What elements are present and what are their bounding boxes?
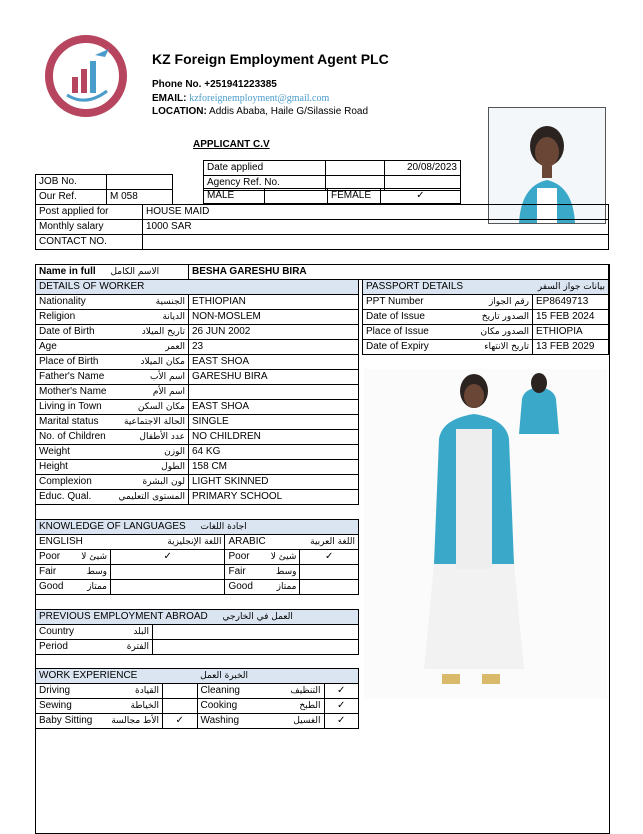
passport-title-en: PASSPORT DETAILS — [366, 281, 464, 292]
row-label: Driving — [39, 685, 71, 696]
english-level-check — [111, 580, 225, 595]
table-row — [36, 684, 359, 699]
row-label-ar: لون البشرة — [142, 477, 185, 487]
name-label: Name in full — [39, 266, 96, 277]
row-label: Cooking — [200, 700, 238, 711]
company-name: KZ Foreign Employment Agent PLC — [152, 51, 389, 67]
table-row — [36, 460, 359, 475]
skill-check: ✓ — [324, 714, 359, 729]
row-value: SINGLE — [189, 415, 359, 430]
skill-check: ✓ — [324, 699, 359, 714]
arabic-header — [225, 535, 359, 550]
row-label: Date of Issue — [366, 311, 425, 322]
phone-label: Phone No. — [152, 79, 202, 90]
passport-title — [363, 280, 609, 295]
table-row — [36, 355, 359, 370]
row-value: EP8649713 — [533, 295, 609, 310]
row-label-cell — [36, 460, 189, 475]
row-label-cell — [36, 295, 189, 310]
row-label: Good — [39, 581, 64, 592]
row-label-cell — [36, 625, 153, 640]
english-header — [36, 535, 225, 550]
row-label-ar: ممتاز — [276, 582, 297, 592]
row-label: Father's Name — [39, 371, 105, 382]
row-label-ar: وسط — [86, 567, 107, 577]
row-label: Place of Issue — [366, 326, 429, 337]
salary-label: Monthly salary — [36, 220, 143, 235]
table-row — [36, 430, 359, 445]
row-label: Date of Birth — [39, 326, 95, 337]
row-label: Living in Town — [39, 401, 102, 412]
row-label-ar: الغسيل — [293, 716, 321, 726]
row-label-cell — [36, 415, 189, 430]
row-label-ar: التنظيف — [290, 686, 321, 696]
table-row — [36, 475, 359, 490]
table-row — [36, 295, 359, 310]
row-value — [189, 385, 359, 400]
row-label: Fair — [39, 566, 57, 577]
languages-title-en: KNOWLEDGE OF LANGUAGES — [39, 521, 186, 532]
row-label-ar: الفترة — [126, 642, 149, 652]
table-row — [36, 340, 359, 355]
row-label: Period — [39, 641, 68, 652]
row-label-cell — [36, 490, 189, 505]
female-label: FEMALE — [328, 189, 381, 204]
location-label: LOCATION: — [152, 106, 207, 117]
male-check — [265, 189, 328, 204]
name-table — [35, 264, 609, 280]
row-label-ar: الأط مجالسة — [111, 716, 159, 726]
table-row — [36, 310, 359, 325]
row-label: Sewing — [39, 700, 72, 711]
row-label-cell — [363, 295, 533, 310]
table-row — [36, 565, 359, 580]
row-label-cell — [197, 714, 324, 729]
arabic-level-check — [300, 565, 359, 580]
salary-value: 1000 SAR — [143, 220, 609, 235]
row-label-cell — [36, 714, 163, 729]
row-value: EAST SHOA — [189, 400, 359, 415]
row-label: Educ. Qual. — [39, 491, 92, 502]
row-label: Weight — [39, 446, 70, 457]
table-row — [363, 310, 609, 325]
row-label-cell — [363, 325, 533, 340]
row-label-ar: المستوى التعليمي — [118, 492, 185, 502]
row-label-ar: مكان الميلاد — [140, 357, 185, 367]
applicant-full-body-photo — [364, 369, 607, 699]
table-row — [36, 640, 359, 655]
date-agency-table — [203, 160, 461, 191]
row-label: Baby Sitting — [39, 715, 93, 726]
company-phone — [152, 79, 277, 90]
row-value: LIGHT SKINNED — [189, 475, 359, 490]
row-label: Place of Birth — [39, 356, 99, 367]
row-label-cell — [36, 699, 163, 714]
row-label-ar: رقم الجواز — [488, 297, 529, 307]
gender-table — [203, 188, 461, 204]
row-label-cell — [36, 355, 189, 370]
company-logo — [45, 35, 127, 117]
row-label-cell — [36, 430, 189, 445]
row-label: Country — [39, 626, 75, 637]
row-label-ar: مكان السكن — [137, 402, 185, 412]
row-label-cell — [197, 684, 324, 699]
row-label-ar: شيئ لا — [81, 552, 107, 562]
row-value — [153, 625, 359, 640]
row-value: ETHIOPIAN — [189, 295, 359, 310]
name-label-ar: الاسم الكامل — [110, 267, 160, 277]
row-label-cell — [36, 580, 111, 595]
row-label: Complexion — [39, 476, 92, 487]
table-row — [36, 400, 359, 415]
arabic-level-check — [300, 580, 359, 595]
row-label-ar: اسم الأب — [150, 372, 185, 382]
row-label-cell — [36, 445, 189, 460]
row-label-cell — [36, 550, 111, 565]
row-value: 64 KG — [189, 445, 359, 460]
row-label: Good — [228, 581, 253, 592]
doc-title: APPLICANT C.V — [193, 139, 270, 150]
row-label-ar: الديانة — [162, 312, 185, 322]
english-label: ENGLISH — [39, 536, 83, 547]
row-label: Cleaning — [200, 685, 240, 696]
row-label: Date of Expiry — [366, 341, 429, 352]
table-row — [36, 550, 359, 565]
table-row — [36, 580, 359, 595]
phone-value: +251941223385 — [204, 79, 277, 90]
row-label: Height — [39, 461, 68, 472]
table-row — [36, 714, 359, 729]
table-row — [363, 325, 609, 340]
table-row — [36, 370, 359, 385]
post-label: Post applied for — [36, 205, 143, 220]
row-label-ar: الصدور مكان — [480, 327, 529, 337]
languages-title-ar: اجادة اللغات — [200, 522, 247, 532]
table-row — [36, 415, 359, 430]
table-row — [36, 385, 359, 400]
row-label-cell — [36, 340, 189, 355]
post-value: HOUSE MAID — [143, 205, 609, 220]
row-label-cell — [225, 565, 300, 580]
email-label: EMAIL: — [152, 93, 187, 104]
arabic-level-check: ✓ — [300, 550, 359, 565]
row-value: NON-MOSLEM — [189, 310, 359, 325]
row-label-ar: شيئ لا — [270, 552, 297, 562]
languages-title — [36, 520, 359, 535]
row-label-ar: الجنسية — [155, 297, 185, 307]
english-level-check: ✓ — [111, 550, 225, 565]
skill-check: ✓ — [163, 714, 198, 729]
row-label: PPT Number — [366, 296, 424, 307]
row-label-ar: الخياطة — [130, 701, 159, 711]
empty-cell — [326, 161, 385, 176]
table-row — [363, 340, 609, 355]
male-label: MALE — [204, 189, 265, 204]
row-value: GARESHU BIRA — [189, 370, 359, 385]
row-label: Mother's Name — [39, 386, 107, 397]
row-label-ar: الطول — [161, 462, 185, 472]
passport-title-ar: بيانات جواز السفر — [537, 282, 605, 292]
row-label-cell — [197, 699, 324, 714]
job-no-value — [107, 175, 173, 190]
table-row — [36, 490, 359, 505]
row-label-ar: عدد الأطفال — [139, 432, 185, 442]
post-table — [35, 204, 609, 250]
contact-value — [143, 235, 609, 250]
details-title: DETAILS OF WORKER — [36, 280, 359, 295]
job-no-label: JOB No. — [36, 175, 107, 190]
row-label: Washing — [200, 715, 240, 726]
skill-check — [163, 684, 198, 699]
row-label-ar: العمر — [165, 342, 185, 352]
prev-employment-title — [36, 610, 359, 625]
female-check: ✓ — [381, 189, 461, 204]
name-label-cell — [36, 265, 189, 280]
row-value: 15 FEB 2024 — [533, 310, 609, 325]
row-label-cell — [363, 310, 533, 325]
date-applied-value: 20/08/2023 — [385, 161, 461, 176]
row-label-ar: الصدور تاريخ — [481, 312, 529, 322]
row-value: NO CHILDREN — [189, 430, 359, 445]
row-label: Nationality — [39, 296, 86, 307]
row-label-cell — [36, 385, 189, 400]
row-label-ar: اسم الأم — [152, 387, 185, 397]
name-value: BESHA GARESHU BIRA — [189, 265, 609, 280]
row-value: 13 FEB 2029 — [533, 340, 609, 355]
row-value: PRIMARY SCHOOL — [189, 490, 359, 505]
row-label-cell — [36, 684, 163, 699]
row-label-cell — [36, 400, 189, 415]
languages-table — [35, 519, 359, 595]
row-value — [153, 640, 359, 655]
work-experience-title-en: WORK EXPERIENCE — [39, 670, 138, 681]
row-label: Age — [39, 341, 57, 352]
work-experience-title — [36, 669, 359, 684]
prev-employment-title-en: PREVIOUS EMPLOYMENT ABROAD — [39, 611, 208, 622]
contact-label: CONTACT NO. — [36, 235, 143, 250]
row-label-ar: القيادة — [135, 686, 159, 696]
arabic-label: ARABIC — [228, 536, 266, 547]
row-label-cell — [225, 550, 300, 565]
company-email — [152, 93, 329, 104]
arabic-label-ar: اللغة العربية — [310, 537, 355, 547]
row-value: 23 — [189, 340, 359, 355]
work-experience-title-ar: الخبرة العمل — [200, 671, 249, 681]
row-label: No. of Children — [39, 431, 106, 442]
row-label-ar: وسط — [276, 567, 297, 577]
row-label-ar: تاريخ الميلاد — [141, 327, 185, 337]
work-experience-table — [35, 668, 359, 729]
row-label: Poor — [39, 551, 61, 562]
row-label-cell — [363, 340, 533, 355]
row-label: Religion — [39, 311, 76, 322]
job-ref-table — [35, 174, 173, 205]
row-value: 158 CM — [189, 460, 359, 475]
previous-employment-table — [35, 609, 359, 655]
row-value: ETHIOPIA — [533, 325, 609, 340]
email-value[interactable]: kzforeignemployment@gmail.com — [189, 93, 330, 104]
row-value: 26 JUN 2002 — [189, 325, 359, 340]
row-label-cell — [36, 640, 153, 655]
row-label-ar: ممتاز — [87, 582, 107, 592]
agency-ref-label: Agency Ref. No. — [204, 176, 326, 191]
row-label-ar: تاريخ الانتهاء — [484, 342, 529, 352]
prev-employment-title-ar: العمل في الخارجي — [222, 612, 293, 622]
passport-table — [362, 279, 609, 355]
skill-check: ✓ — [324, 684, 359, 699]
row-label-cell — [36, 310, 189, 325]
company-location — [152, 106, 368, 117]
table-row — [36, 445, 359, 460]
table-row — [36, 625, 359, 640]
row-label-cell — [36, 325, 189, 340]
row-label: Poor — [228, 551, 250, 562]
our-ref-value: M 058 — [107, 190, 173, 205]
row-label-cell — [225, 580, 300, 595]
row-label: Fair — [228, 566, 246, 577]
row-label-ar: البلد — [133, 627, 149, 637]
row-label-ar: الطبخ — [299, 701, 321, 711]
table-row — [36, 699, 359, 714]
row-label-cell — [36, 475, 189, 490]
date-applied-label: Date applied — [204, 161, 326, 176]
english-level-check — [111, 565, 225, 580]
row-label-cell — [36, 565, 111, 580]
details-table — [35, 279, 359, 505]
table-row — [36, 325, 359, 340]
table-row — [363, 295, 609, 310]
our-ref-label: Our Ref. — [36, 190, 107, 205]
row-label: Marital status — [39, 416, 99, 427]
skill-check — [163, 699, 198, 714]
row-label-ar: الوزن — [164, 447, 185, 457]
english-label-ar: اللغة الإنجليزية — [167, 537, 222, 547]
location-value: Addis Ababa, Haile G/Silassie Road — [209, 106, 369, 117]
row-label-ar: الحالة الاجتماعية — [124, 417, 185, 427]
row-value: EAST SHOA — [189, 355, 359, 370]
row-label-cell — [36, 370, 189, 385]
